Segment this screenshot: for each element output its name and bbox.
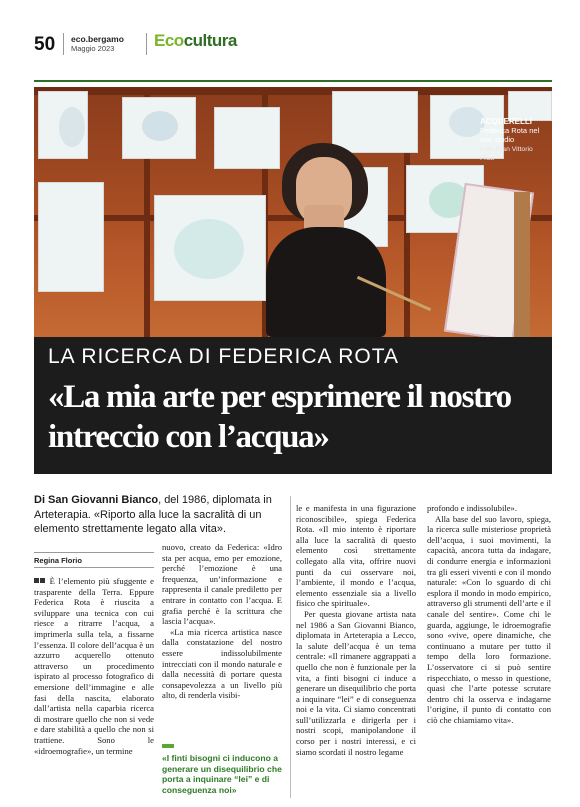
intro-lead: Di San Giovanni Bianco xyxy=(34,494,159,506)
author-name: Regina Florio xyxy=(34,556,82,565)
body-column-4 xyxy=(427,503,551,725)
watercolor-canvas xyxy=(38,182,104,292)
paragraph: profondo e indissolubile». xyxy=(427,503,517,513)
intro-text: , del 1986, diplomata in Arteterapia. «Riporto alla luce la sacralità di un elemento strettamente legato alla vita». xyxy=(34,494,272,535)
paragraph xyxy=(34,576,154,756)
paragraph: le e manifesta in una figurazione riconoscibile», spiega Federica Rota. «Il mio intento è riportare alla luce la sacralità di questo elemento così strettamente collegato alla vita, offrire nuovi punti da cui osservare noi, l’ambiente, il mondo e l’acqua, elemento essenziale sia a livello fisico che spirituale». xyxy=(296,503,416,609)
section-title-rest: cultura xyxy=(183,31,237,50)
watercolor-canvas xyxy=(214,107,280,169)
byline-rule xyxy=(34,567,154,568)
watercolor-stain xyxy=(142,111,178,141)
caption-label: ACQUERELLI xyxy=(480,117,532,126)
body-column-2 xyxy=(162,542,282,701)
header-rule xyxy=(34,80,552,82)
page-number: 50 xyxy=(34,34,56,55)
easel xyxy=(514,192,530,337)
intro-summary xyxy=(34,493,278,537)
pull-quote-marker xyxy=(162,744,174,748)
byline xyxy=(34,552,154,568)
article-start-marker xyxy=(40,578,45,583)
watercolor-canvas xyxy=(332,91,418,153)
publication-name: eco.bergamo xyxy=(71,34,124,44)
headline: «La mia arte per esprimere il nostro intreccio con l’acqua» xyxy=(48,379,511,455)
paragraph: Alla base del suo lavoro, spiega, la ricerca sulle misteriose proprietà dell’acqua, i suoi movimenti, la capacità, ancora tutta da indagare, di condurre energia e informazioni tra gli esseri viventi e con il mondo naturale: «Con lo sguardo di chi esplora il mondo in modo empirico, attraverso gli strumenti dell’arte e il canale del sentire». Come chi le guarda, aggiunge, le idroemografie sono «vive, opere dinamiche, che continuano a mutare per tutto il tempo della loro formazione. L’osservatore ci si può sentire rispecchiato, o messo in questione, quasi che l’arte potesse scrutare dentro chi la osserva e indagarne l’origine, il punto di contatto con ciò che chiamiamo vita». xyxy=(427,513,551,725)
pull-quote-text: «I finti bisogni ci inducono a generare un disequilibrio che porta a inquinare “lei” e di conseguenza noi» xyxy=(162,753,282,795)
article-photo xyxy=(34,87,552,337)
issue-date: Maggio 2023 xyxy=(71,44,115,53)
paragraph: Per questa giovane artista nata nel 1986 a San Giovanni Bianco, diplomata in Arteterapia a Lecco, la salute dell’acqua è un tema centrale: «Il rimanere aggrappati a quello che non è funzionale per la vita, a finti bisogni ci induce a generare un disequilibrio che porta a inquinare “lei” e di conseguenza noi e la vita. Ci siamo concentrati sull’utilizzarla e dirigerla per i nostri scopi, manipolandone il corso per i nostri interessi, e ci siamo scordati il nostro legame xyxy=(296,608,416,757)
photo-credit: Foto Gian Vittorio Frau xyxy=(480,146,533,162)
article-start-marker xyxy=(34,578,39,583)
paragraph: nuovo, creato da Federica: «Idro sta per acqua, emo per emozione, perché l’emozione è una frequenza, un’informazione e rappresenta il canale prediletto per entrare in contatto con l’acqua. E grafia perché è la scrittura che lascia l’acqua». xyxy=(162,542,282,627)
body-column-3 xyxy=(296,503,416,757)
pull-quote xyxy=(162,744,284,795)
photo-caption xyxy=(480,117,548,163)
column-divider xyxy=(290,496,291,798)
watercolor-stain xyxy=(174,219,244,279)
headline-box xyxy=(34,337,552,474)
header-divider xyxy=(63,33,64,55)
section-title xyxy=(154,31,237,51)
paragraph-text: È l’elemento più sfuggente e trasparente della Terra. Eppure Federica Rota è riuscita a sviluppare una tecnica con cui riesce a ritrarre l’acqua, a imprimerla sulla tela, a fissarne l’essenza. Il colore dell’acqua è un azzurro acquerello ottenuto attraverso un procedimento ispirato al processo fotografico di emersione dell’immagine e alle fasi della nascita, elaborato dall’artista nella caparbia ricerca di mostrare quello che non si vede e dare stabilità a quello che non si trattiene. Sono le «idroemografie», un termine xyxy=(34,576,154,756)
section-title-eco: Eco xyxy=(154,31,184,50)
header-divider xyxy=(146,33,147,55)
ceiling-beam xyxy=(34,87,552,95)
caption-subject: Federica Rota nel suo studio xyxy=(480,126,540,144)
watercolor-stain xyxy=(59,107,85,147)
publication-block xyxy=(71,34,124,54)
paragraph: «La mia ricerca artistica nasce dalla constatazione del nostro essere indissolubilmente intrecciati con il mondo naturale e dalla necessità di portare questa consapevolezza a un livello più alto, di renderla visibi- xyxy=(162,626,282,701)
body-column-1 xyxy=(34,576,154,756)
kicker: LA RICERCA DI FEDERICA ROTA xyxy=(48,345,400,368)
